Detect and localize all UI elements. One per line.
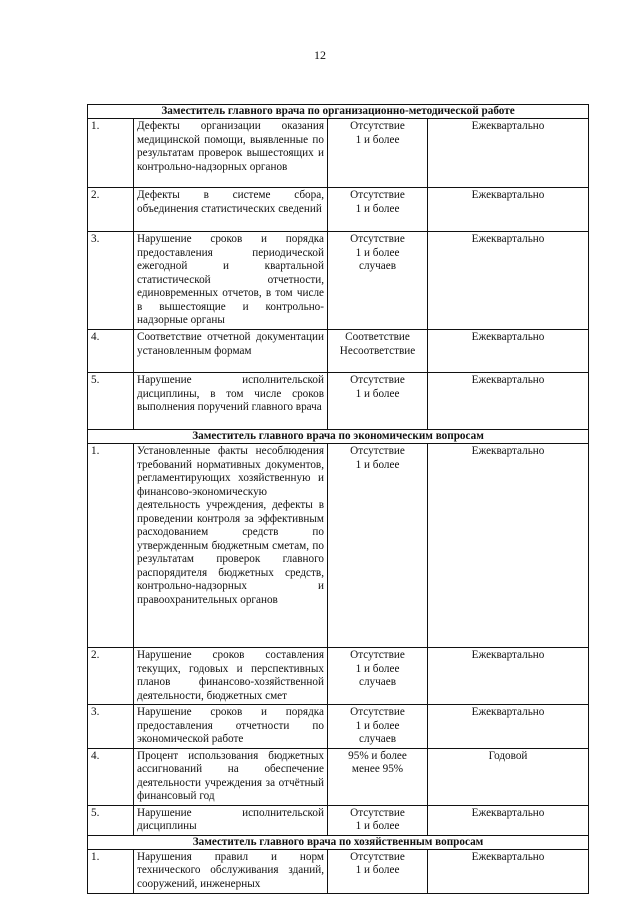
row-criteria: Отсутствие 1 и более	[328, 373, 428, 430]
table-row	[88, 648, 589, 705]
row-number: 1.	[88, 849, 134, 893]
row-description: Установленные факты несоблюдения требований нормативных документов, регламентирующих хозяйственную и финансово-экономическую деятельность учреждения, дефекты в проведении контроля за эффективным расходованием средств по утвержденным бюджетным сметам, по результатам проверок главного распорядителя бюджетных средств, контрольно-надзорных и правоохранительных органов	[134, 444, 328, 648]
table-row	[88, 849, 589, 893]
row-number: 1.	[88, 119, 134, 188]
row-frequency: Ежеквартально	[428, 444, 589, 648]
row-description: Дефекты организации оказания медицинской помощи, выявленные по результатам проверок вышестоящих и контрольно-надзорных органов	[134, 119, 328, 188]
row-frequency: Ежеквартально	[428, 119, 589, 188]
row-frequency: Ежеквартально	[428, 330, 589, 373]
row-description: Дефекты в системе сбора, объединения статистических сведений	[134, 188, 328, 232]
row-number: 3.	[88, 705, 134, 749]
section-header-row	[88, 430, 589, 444]
table-row	[88, 330, 589, 373]
row-description: Соответствие отчетной документации установленным формам	[134, 330, 328, 373]
row-description: Процент использования бюджетных ассигнований на обеспечение деятельности учреждения за отчётный финансовый год	[134, 748, 328, 805]
row-frequency: Ежеквартально	[428, 648, 589, 705]
row-frequency: Ежеквартально	[428, 188, 589, 232]
row-criteria: Отсутствие 1 и более случаев	[328, 705, 428, 749]
table-row	[88, 232, 589, 330]
section-title: Заместитель главного врача по организационно-методической работе	[88, 105, 589, 119]
row-frequency: Ежеквартально	[428, 805, 589, 835]
table-row	[88, 748, 589, 805]
row-number: 4.	[88, 330, 134, 373]
row-number: 1.	[88, 444, 134, 648]
row-number: 5.	[88, 373, 134, 430]
row-description: Нарушение исполнительской дисциплины, в том числе сроков выполнения поручений главного врача	[134, 373, 328, 430]
row-frequency: Ежеквартально	[428, 705, 589, 749]
row-criteria: Отсутствие 1 и более	[328, 805, 428, 835]
section-title: Заместитель главного врача по хозяйственным вопросам	[88, 835, 589, 849]
row-criteria: Отсутствие 1 и более случаев	[328, 232, 428, 330]
table-row	[88, 444, 589, 648]
row-number: 4.	[88, 748, 134, 805]
row-description: Нарушение исполнительской дисциплины	[134, 805, 328, 835]
page-number: 12	[314, 48, 326, 62]
row-frequency: Ежеквартально	[428, 849, 589, 893]
table-row	[88, 119, 589, 188]
table-row	[88, 373, 589, 430]
row-frequency: Годовой	[428, 748, 589, 805]
row-description: Нарушение сроков составления текущих, годовых и перспективных планов финансово-хозяйственной деятельности, бюджетных смет	[134, 648, 328, 705]
section-header-row	[88, 835, 589, 849]
row-number: 2.	[88, 648, 134, 705]
row-criteria: Отсутствие 1 и более	[328, 188, 428, 232]
row-frequency: Ежеквартально	[428, 232, 589, 330]
row-frequency: Ежеквартально	[428, 373, 589, 430]
section-title: Заместитель главного врача по экономическим вопросам	[88, 430, 589, 444]
criteria-table	[87, 104, 589, 894]
row-criteria: Отсутствие 1 и более	[328, 119, 428, 188]
row-criteria: Отсутствие 1 и более	[328, 849, 428, 893]
row-criteria: Отсутствие 1 и более	[328, 444, 428, 648]
row-criteria: Отсутствие 1 и более случаев	[328, 648, 428, 705]
section-header-row	[88, 105, 589, 119]
row-criteria: Соответствие Несоответствие	[328, 330, 428, 373]
row-number: 3.	[88, 232, 134, 330]
row-criteria: 95% и более менее 95%	[328, 748, 428, 805]
row-number: 2.	[88, 188, 134, 232]
row-description: Нарушение сроков и порядка предоставления периодической ежегодной и квартальной статистической отчетности, единовременных отчетов, в том числе в вышестоящие и контрольно-надзорные органы	[134, 232, 328, 330]
row-number: 5.	[88, 805, 134, 835]
row-description: Нарушение сроков и порядка предоставления отчетности по экономической работе	[134, 705, 328, 749]
table-row	[88, 805, 589, 835]
row-description: Нарушения правил и норм технического обслуживания зданий, сооружений, инженерных	[134, 849, 328, 893]
table-row	[88, 705, 589, 749]
table-row	[88, 188, 589, 232]
